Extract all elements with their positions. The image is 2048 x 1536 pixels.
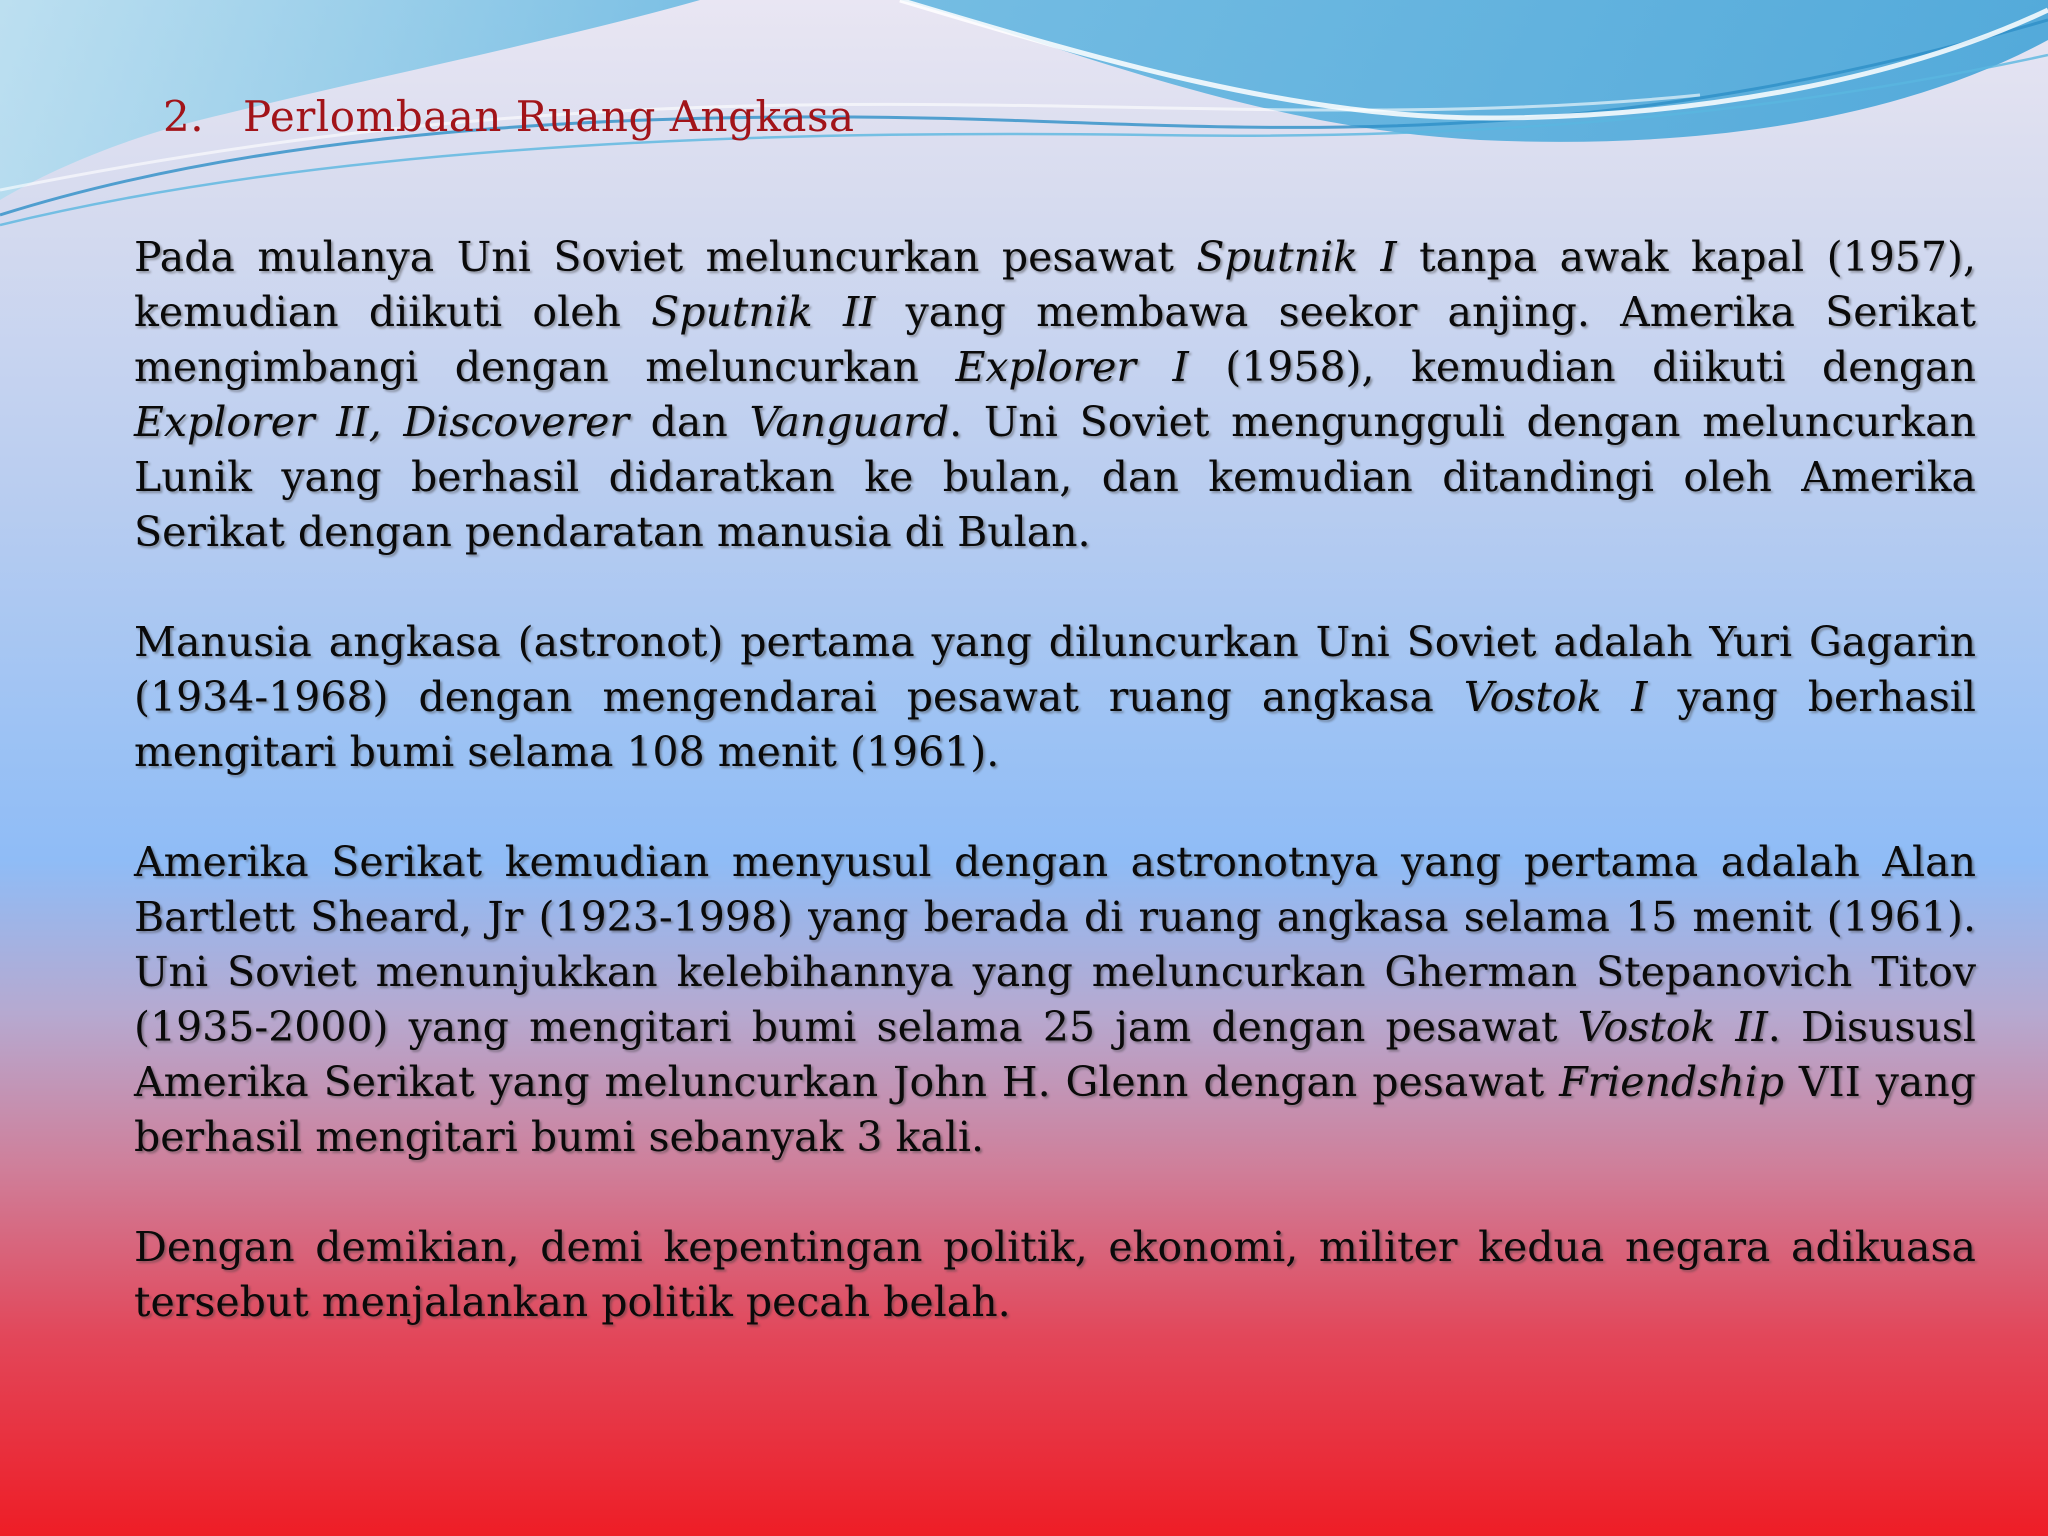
text-run: Dengan demikian, demi kepentingan politik, ekonomi, militer kedua negara adikuasa tersebut menjalankan politik pecah belah.: [134, 1223, 1976, 1326]
italic-run: Sputnik II: [651, 288, 876, 336]
paragraph-space-race-intro: [134, 230, 1976, 560]
paragraph-us-response: [134, 835, 1976, 1165]
italic-run: Explorer II, Discoverer: [134, 398, 629, 446]
text-run: . Disususl Amerika Serikat yang meluncurkan John H. Glenn dengan pesawat: [134, 1003, 1976, 1106]
italic-run: Explorer I: [955, 343, 1189, 391]
italic-run: Friendship: [1559, 1058, 1784, 1106]
paragraph-first-astronaut: [134, 615, 1976, 780]
italic-run: Vostok II: [1577, 1003, 1768, 1051]
text-run: yang membawa seekor anjing. Amerika Serikat mengimbangi dengan meluncurkan: [134, 288, 1976, 391]
slide-title: [163, 92, 855, 141]
title-number: 2.: [163, 92, 205, 141]
italic-run: Vanguard: [749, 398, 950, 446]
title-text: Perlombaan Ruang Angkasa: [243, 92, 855, 141]
text-run: tanpa awak kapal (1957), kemudian diikuti oleh: [134, 233, 1976, 336]
italic-run: Vostok I: [1463, 673, 1648, 721]
italic-run: Sputnik I: [1196, 233, 1397, 281]
text-run: dan: [628, 398, 750, 446]
text-run: Manusia angkasa (astronot) pertama yang diluncurkan Uni Soviet adalah Yuri Gagarin (1934-1968) dengan mengendarai pesawat ruang angkasa: [134, 618, 1976, 721]
text-run: VII yang berhasil mengitari bumi sebanyak 3 kali.: [134, 1058, 1976, 1161]
text-run: Amerika Serikat kemudian menyusul dengan astronotnya yang pertama adalah Alan Bartlett Sheard, Jr (1923-1998) yang berada di ruang angkasa selama 15 menit (1961). Uni Soviet menunjukkan kelebihannya yang meluncurkan Gherman Stepanovich Titov (1935-2000) yang mengitari bumi selama 25 jam dengan pesawat: [134, 838, 1976, 1051]
text-run: . Uni Soviet mengungguli dengan meluncurkan Lunik yang berhasil didaratkan ke bulan, dan kemudian ditandingi oleh Amerika Serikat dengan pendaratan manusia di Bulan.: [134, 398, 1976, 556]
text-run: (1958), kemudian diikuti dengan: [1188, 343, 1976, 391]
paragraph-conclusion: [134, 1220, 1976, 1330]
text-run: yang berhasil mengitari bumi selama 108 menit (1961).: [134, 673, 1976, 776]
slide-body: [134, 230, 1976, 1330]
text-run: Pada mulanya Uni Soviet meluncurkan pesawat: [134, 233, 1197, 281]
